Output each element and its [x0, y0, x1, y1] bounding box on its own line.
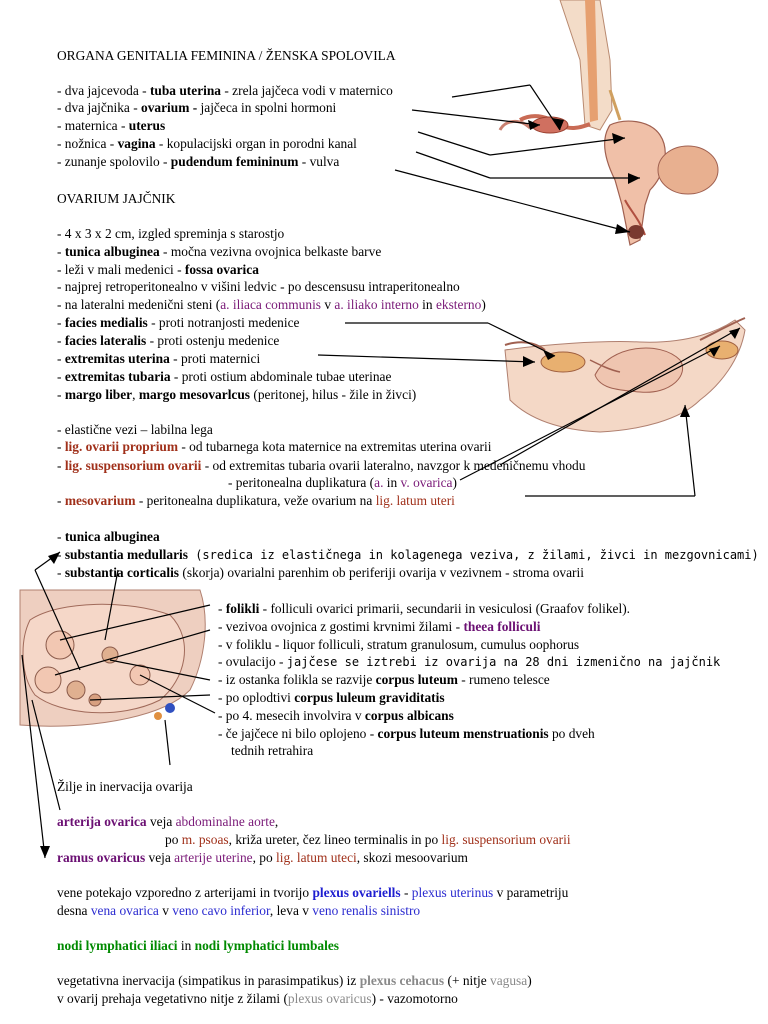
- ligament-line-3: - lig. suspensorium ovarii - od extremitas tubaria ovarii lateralno, navzgor k medeničnemu vhodu: [57, 458, 586, 473]
- ovarium-line-8: - extremitas uterina - proti maternici: [57, 351, 261, 366]
- vessels-heading: Žilje in inervacija ovarija: [57, 779, 193, 794]
- organ-line-2: - dva jajčnika - ovarium - jajčeca in spolni hormoni: [57, 100, 337, 115]
- ligament-line-4: - peritonealna duplikatura (a. in v. ovarica): [228, 475, 457, 490]
- lymph-line: nodi lymphatici iliaci in nodi lymphatici lumbales: [57, 938, 340, 953]
- follicle-line-6: - po oplodtivi corpus luleum graviditatis: [218, 690, 445, 705]
- page-title: ORGANA GENITALIA FEMININA / ŽENSKA SPOLOVILA: [57, 48, 396, 63]
- structure-line-3: - substantia corticalis (skorja) ovarialni parenhim ob periferiji ovarija v vezivnem - stroma ovarii: [57, 565, 584, 580]
- ovarium-line-4: - najprej retroperitonealno v višini ledvic - po descensusu intraperitonealno: [57, 279, 460, 294]
- follicle-line-1: - folikli - folliculi ovarici primarii, secundarii in vesiculosi (Graafov folikel).: [218, 601, 631, 616]
- structure-line-2: - substantia medullaris (sredica iz elastičnega in kolagenega veziva, z žilami, živci in mezgovnicami): [57, 547, 759, 562]
- organ-line-1: - dva jajcevoda - tuba uterina - zrela jajčeca vodi v maternico: [57, 83, 393, 98]
- structure-line-1: - tunica albuginea: [57, 529, 160, 544]
- follicle-line-4: - ovulacijo - jajčese se iztrebi iz ovarija na 28 dni izmenično na jajčnik: [218, 654, 721, 669]
- innervation-line-1: vegetativna inervacija (simpatikus in parasimpatikus) iz plexus cehacus (+ nitje vagusa): [57, 973, 532, 988]
- ovarium-line-3: - leži v mali medenici - fossa ovarica: [57, 262, 259, 277]
- ovarium-line-1: - 4 x 3 x 2 cm, izgled spreminja s starostjo: [57, 226, 285, 241]
- ovarium-line-7: - facies lateralis - proti ostenju medenice: [57, 333, 280, 348]
- ligament-line-2: - lig. ovarii proprium - od tubarnega kota maternice na extremitas uterina ovarii: [57, 439, 492, 454]
- vessels-line-5: desna vena ovarica v veno cavo inferior, leva v veno renalis sinistro: [57, 903, 421, 918]
- vessels-line-4: vene potekajo vzporedno z arterijami in tvorijo plexus ovariells - plexus uterinus v parametriju: [57, 885, 569, 900]
- ligament-line-1: - elastične vezi – labilna lega: [57, 422, 213, 437]
- ovarium-line-6: - facies medialis - proti notranjosti medenice: [57, 315, 300, 330]
- vessels-line-2: po m. psoas, križa ureter, čez lineo terminalis in po lig. suspensorium ovarii: [165, 832, 571, 847]
- vessels-line-3: ramus ovaricus veja arterije uterine, po lig. latum uteci, skozi mesoovarium: [57, 850, 468, 865]
- organ-line-3: - maternica - uterus: [57, 118, 166, 133]
- follicle-line-7: - po 4. mesecih involvira v corpus albicans: [218, 708, 454, 723]
- organ-line-4: - nožnica - vagina - kopulacijski organ in porodni kanal: [57, 136, 357, 151]
- follicle-line-3: - v foliklu - liquor folliculi, stratum granulosum, cumulus oophorus: [218, 637, 580, 652]
- ovarium-line-9: - extremitas tubaria - proti ostium abdominale tubae uterinae: [57, 369, 392, 384]
- innervation-line-2: v ovarij prehaja vegetativno nitje z žilami (plexus ovaricus) - vazomotorno: [57, 991, 458, 1006]
- follicle-line-2: - vezivoa ovojnica z gostimi krvnimi žilami - theea folliculi: [218, 619, 541, 634]
- follicle-line-8: - če jajčece ni bilo oplojeno - corpus luteum menstruationis po dveh: [218, 726, 595, 741]
- ovarium-line-2: - tunica albuginea - močna vezivna ovojnica belkaste barve: [57, 244, 382, 259]
- vessels-line-1: arterija ovarica veja abdominalne aorte,: [57, 814, 279, 829]
- ovarium-heading: OVARIUM JAJČNIK: [57, 191, 176, 206]
- ovarium-line-5: - na lateralni medenični steni (a. iliaca communis v a. iliako interno in eksterno): [57, 297, 486, 312]
- ligament-line-5: - mesovarium - peritonealna duplikatura, veže ovarium na lig. latum uteri: [57, 493, 455, 508]
- ovarium-line-10: - margo liber, margo mesovarlcus (peritonej, hilus - žile in živci): [57, 387, 417, 402]
- organ-line-5: - zunanje spolovilo - pudendum femininum - vulva: [57, 154, 340, 169]
- follicle-line-5: - iz ostanka folikla se razvije corpus luteum - rumeno telesce: [218, 672, 550, 687]
- follicle-line-9: tednih retrahira: [231, 743, 314, 758]
